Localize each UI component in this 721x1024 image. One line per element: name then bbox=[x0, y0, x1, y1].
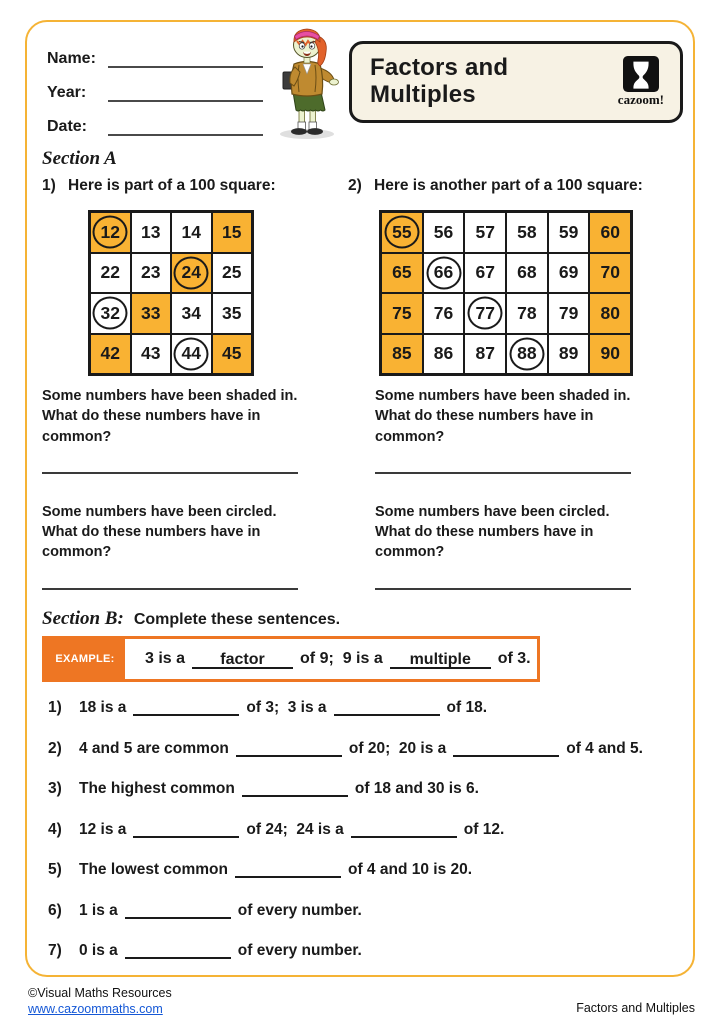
example-sentence bbox=[125, 639, 537, 679]
answer-blank bbox=[133, 819, 239, 838]
sentence-item bbox=[48, 777, 678, 800]
answer-blank bbox=[334, 697, 440, 716]
sentence-item bbox=[48, 858, 678, 881]
sentence-item bbox=[48, 737, 678, 760]
grid-cell-70: 70 bbox=[589, 253, 631, 294]
example-box bbox=[42, 636, 540, 682]
grid-cell-24: 24 bbox=[171, 253, 212, 294]
grid-cell-67: 67 bbox=[464, 253, 506, 294]
item-number: 4) bbox=[48, 820, 62, 838]
cazoom-logo-text: cazoom! bbox=[617, 92, 664, 107]
answer-blank bbox=[351, 819, 457, 838]
grid-cell-65: 65 bbox=[381, 253, 423, 294]
hundred-square-grid-1 bbox=[88, 210, 254, 376]
grid-cell-55: 55 bbox=[381, 212, 423, 253]
grid-cell-85: 85 bbox=[381, 334, 423, 375]
sentence-text: of every number. bbox=[237, 901, 362, 919]
grid-cell-78: 78 bbox=[506, 293, 548, 334]
question-2-followups bbox=[375, 386, 645, 590]
grid-cell-76: 76 bbox=[423, 293, 465, 334]
grid-cell-34: 34 bbox=[171, 293, 212, 334]
sentence-text: of 12. bbox=[463, 820, 505, 838]
copyright-text: ©Visual Maths Resources bbox=[28, 986, 172, 1000]
item-sentence bbox=[79, 899, 678, 922]
cazoommaths-link[interactable]: www.cazoommaths.com bbox=[28, 1002, 163, 1016]
grid-cell-68: 68 bbox=[506, 253, 548, 294]
grid-cell-60: 60 bbox=[589, 212, 631, 253]
name-label: Name: bbox=[47, 50, 96, 67]
grid-cell-75: 75 bbox=[381, 293, 423, 334]
item-number: 7) bbox=[48, 942, 62, 959]
year-label: Year: bbox=[47, 84, 87, 101]
date-label: Date: bbox=[47, 118, 88, 135]
grid-cell-25: 25 bbox=[212, 253, 253, 294]
item-number: 5) bbox=[48, 861, 62, 878]
grid-cell-12: 12 bbox=[90, 212, 131, 253]
section-b-instruction: Complete these sentences. bbox=[133, 611, 341, 628]
grid-cell-33: 33 bbox=[131, 293, 172, 334]
sentence-text: of 4 and 10 is 20. bbox=[348, 861, 473, 878]
answer-write-line bbox=[375, 588, 631, 590]
worksheet-title-box bbox=[349, 41, 683, 123]
sentence-text: 3 is a bbox=[145, 650, 186, 667]
footer-credit bbox=[28, 986, 172, 1016]
sentence-item bbox=[48, 818, 678, 841]
answer-blank bbox=[236, 738, 342, 757]
grid-cell-66: 66 bbox=[423, 253, 465, 294]
sentence-item bbox=[48, 696, 678, 719]
answer-write-line bbox=[375, 472, 631, 474]
footer-doc-title: Factors and Multiples bbox=[576, 1001, 695, 1015]
year-write-line bbox=[108, 82, 263, 102]
sentence-text: 18 is a bbox=[79, 699, 127, 716]
answer-blank bbox=[133, 697, 239, 716]
grid-cell-86: 86 bbox=[423, 334, 465, 375]
name-field bbox=[47, 44, 263, 68]
answer-blank bbox=[453, 738, 559, 757]
sentence-text: of 18 and 30 is 6. bbox=[354, 780, 479, 797]
grid-cell-32: 32 bbox=[90, 293, 131, 334]
circle-mark bbox=[509, 337, 544, 370]
item-sentence bbox=[79, 818, 678, 841]
item-number: 3) bbox=[48, 780, 62, 797]
sentence-text: of 18. bbox=[446, 699, 488, 716]
page-title: Factors and Multiples bbox=[370, 54, 509, 108]
circled-prompt: Some numbers have been circled. What do these numbers have in common? bbox=[42, 503, 277, 561]
grid-cell-89: 89 bbox=[548, 334, 590, 375]
grid-cell-57: 57 bbox=[464, 212, 506, 253]
hundred-square-grid-2 bbox=[379, 210, 633, 376]
grid-cell-69: 69 bbox=[548, 253, 590, 294]
question-1-prompt: Here is part of a 100 square: bbox=[68, 177, 276, 194]
schoolgirl-mascot-illustration bbox=[266, 22, 348, 140]
date-write-line bbox=[108, 116, 263, 136]
grid-cell-87: 87 bbox=[464, 334, 506, 375]
question-2-prompt: Here is another part of a 100 square: bbox=[374, 177, 643, 194]
grid-cell-88: 88 bbox=[506, 334, 548, 375]
answer-write-line bbox=[42, 588, 298, 590]
item-number: 2) bbox=[48, 739, 62, 757]
grid-cell-23: 23 bbox=[131, 253, 172, 294]
question-2-number: 2) bbox=[348, 177, 362, 194]
year-field bbox=[47, 78, 263, 102]
grid-cell-22: 22 bbox=[90, 253, 131, 294]
item-sentence bbox=[79, 777, 678, 800]
grid-cell-56: 56 bbox=[423, 212, 465, 253]
circle-mark bbox=[468, 297, 503, 330]
grid-cell-77: 77 bbox=[464, 293, 506, 334]
circled-prompt: Some numbers have been circled. What do these numbers have in common? bbox=[375, 503, 610, 561]
grid-cell-14: 14 bbox=[171, 212, 212, 253]
grid-cell-90: 90 bbox=[589, 334, 631, 375]
item-sentence bbox=[79, 858, 678, 881]
sentence-text: 4 and 5 are common bbox=[79, 739, 229, 757]
grid-cell-15: 15 bbox=[212, 212, 253, 253]
circle-mark bbox=[93, 216, 128, 249]
circle-mark bbox=[174, 256, 209, 289]
answer-blank: factor bbox=[192, 650, 293, 669]
grid-cell-13: 13 bbox=[131, 212, 172, 253]
answer-write-line bbox=[42, 472, 298, 474]
grid-cell-80: 80 bbox=[589, 293, 631, 334]
sentence-text: of 20; 20 is a bbox=[348, 739, 447, 757]
example-label: EXAMPLE: bbox=[45, 639, 125, 679]
answer-blank bbox=[125, 940, 231, 959]
sentence-text: of 3. bbox=[497, 650, 531, 667]
grid-cell-43: 43 bbox=[131, 334, 172, 375]
sentence-text: The lowest common bbox=[79, 861, 228, 878]
item-sentence bbox=[79, 696, 678, 719]
answer-blank: multiple bbox=[390, 650, 491, 669]
item-sentence bbox=[79, 737, 678, 760]
section-b-heading: Section B: bbox=[42, 608, 124, 629]
answer-blank bbox=[125, 900, 231, 919]
circle-mark bbox=[384, 216, 419, 249]
grid-cell-35: 35 bbox=[212, 293, 253, 334]
question-1-followups bbox=[42, 386, 312, 590]
sentence-item bbox=[48, 939, 678, 962]
sentence-text: 12 is a bbox=[79, 820, 127, 838]
sentence-text: 0 is a bbox=[79, 942, 118, 959]
sentence-text: 1 is a bbox=[79, 901, 118, 919]
sentence-text: of 3; 3 is a bbox=[246, 699, 327, 716]
sentence-text: The highest common bbox=[79, 780, 235, 797]
question-1-number: 1) bbox=[42, 177, 56, 194]
sentence-text: of every number. bbox=[237, 942, 362, 959]
question-1 bbox=[42, 177, 276, 195]
circle-mark bbox=[174, 337, 209, 370]
shaded-prompt: Some numbers have been shaded in. What do these numbers have in common? bbox=[42, 388, 298, 445]
item-sentence bbox=[79, 939, 678, 962]
cazoom-logo bbox=[618, 56, 664, 108]
grid-cell-45: 45 bbox=[212, 334, 253, 375]
sentence-text: of 24; 24 is a bbox=[246, 820, 344, 838]
sentence-text: of 9; 9 is a bbox=[300, 650, 383, 667]
circle-mark bbox=[426, 256, 461, 289]
name-write-line bbox=[108, 48, 263, 68]
grid-cell-44: 44 bbox=[171, 334, 212, 375]
question-2 bbox=[348, 177, 643, 195]
student-id-fields bbox=[47, 44, 263, 146]
item-number: 1) bbox=[48, 699, 62, 716]
sentence-items-list bbox=[48, 696, 678, 962]
grid-cell-59: 59 bbox=[548, 212, 590, 253]
section-b-header bbox=[42, 608, 340, 630]
cazoom-goblet-icon bbox=[623, 56, 659, 92]
grid-cell-79: 79 bbox=[548, 293, 590, 334]
section-a-heading: Section A bbox=[42, 148, 117, 169]
sentence-text: of 4 and 5. bbox=[566, 739, 643, 757]
circle-mark bbox=[93, 297, 128, 330]
answer-blank bbox=[235, 859, 341, 878]
grid-cell-58: 58 bbox=[506, 212, 548, 253]
item-number: 6) bbox=[48, 901, 62, 919]
date-field bbox=[47, 112, 263, 136]
shaded-prompt: Some numbers have been shaded in. What do these numbers have in common? bbox=[375, 388, 631, 445]
answer-blank bbox=[242, 778, 348, 797]
sentence-item bbox=[48, 899, 678, 922]
grid-cell-42: 42 bbox=[90, 334, 131, 375]
